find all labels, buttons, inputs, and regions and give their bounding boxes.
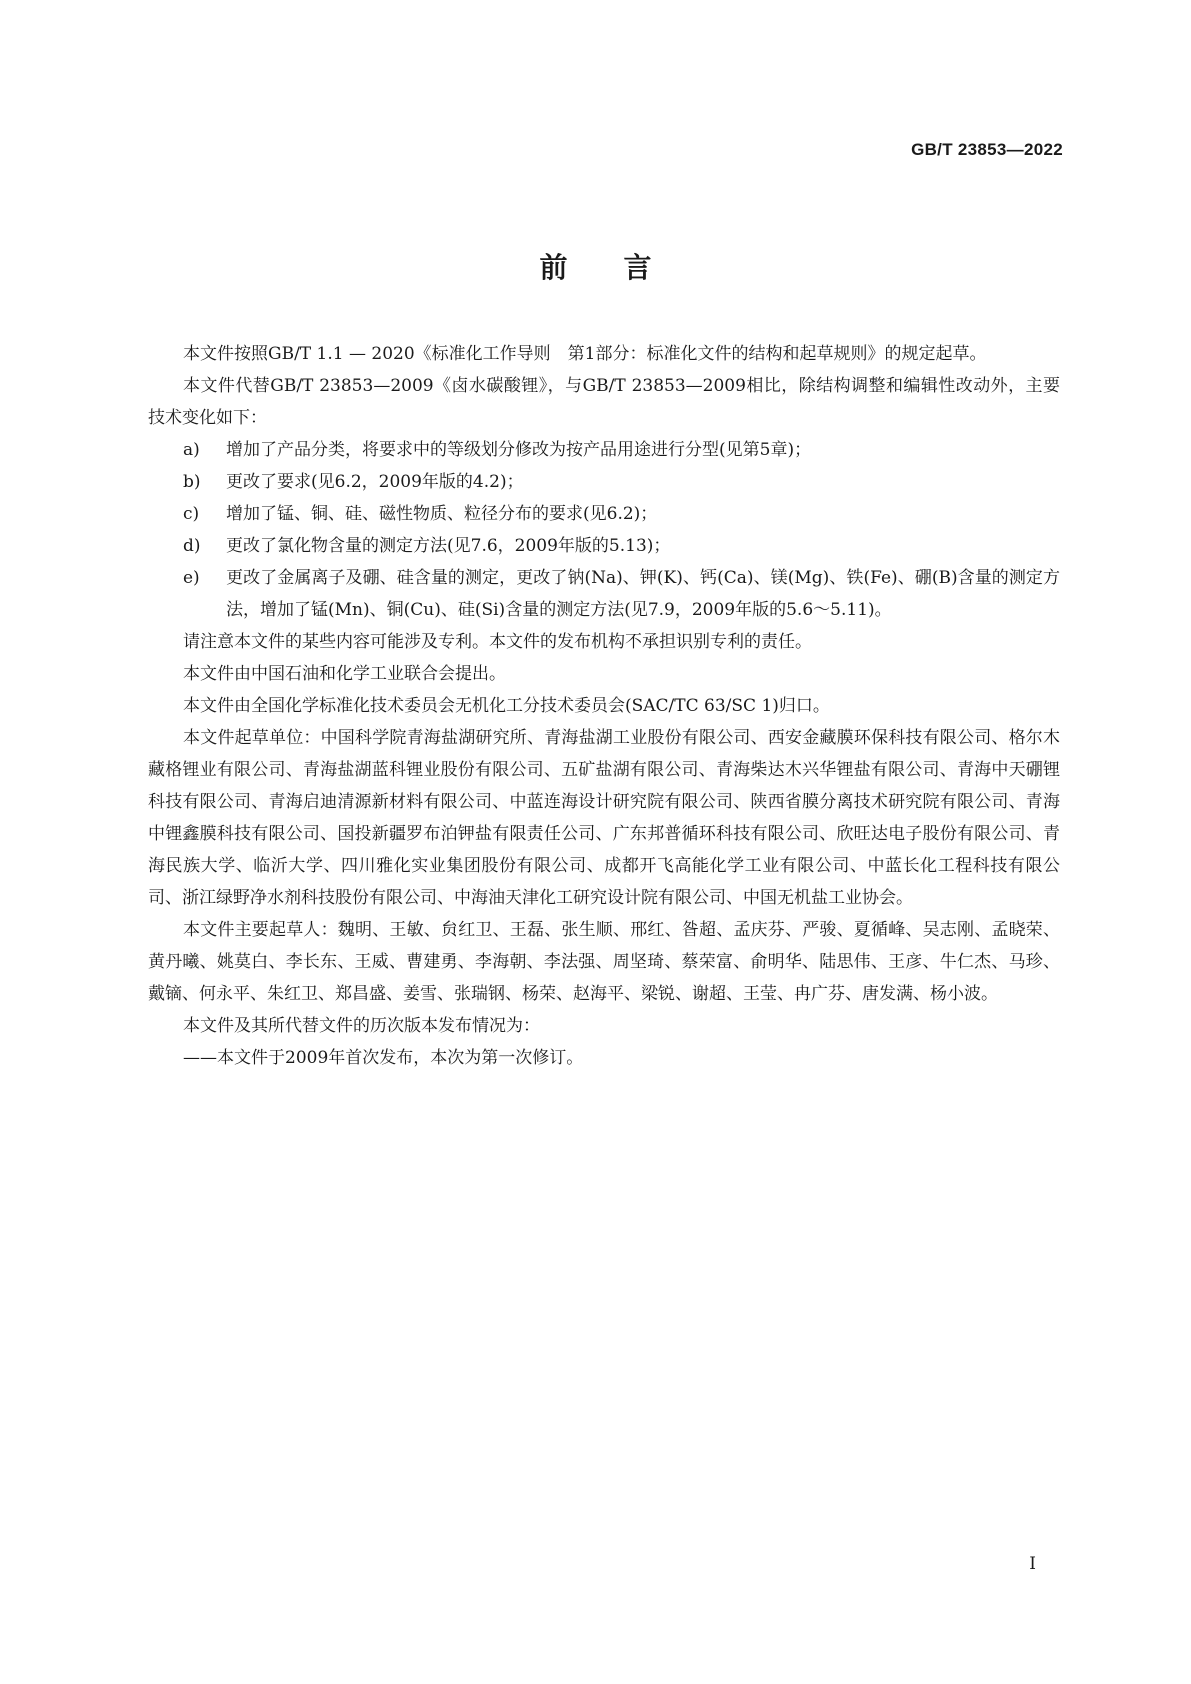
document-code: GB/T 23853—2022 (911, 140, 1063, 159)
change-item-c (148, 498, 1060, 530)
list-item-text: 更改了金属离子及硼、硅含量的测定，更改了钠(Na)、钾(K)、钙(Ca)、镁(Mg)、铁(Fe)、硼(B)含量的测定方法，增加了锰(Mn)、铜(Cu)、硅(Si)含量的测定方法(见7.9，2009年版的5.6～5.11)。 (226, 568, 1060, 620)
paragraph-patent-notice: 请注意本文件的某些内容可能涉及专利。本文件的发布机构不承担识别专利的责任。 (183, 632, 812, 652)
page-number: I (1029, 1554, 1036, 1574)
list-marker: b) (183, 472, 201, 492)
change-item-b (148, 466, 1060, 498)
paragraph-version-history: 本文件及其所代替文件的历次版本发布情况为： (183, 1016, 540, 1036)
paragraph-replaces: 本文件代替GB/T 23853—2009《卤水碳酸锂》，与GB/T 23853—2009相比，除结构调整和编辑性改动外，主要技术变化如下： (148, 376, 1060, 428)
list-item-text: 更改了氯化物含量的测定方法(见7.6，2009年版的5.13)； (226, 536, 671, 556)
change-item-a (148, 434, 1060, 466)
paragraph-technical-committee: 本文件由全国化学标准化技术委员会无机化工分技术委员会(SAC/TC 63/SC 1)归口。 (183, 696, 830, 716)
list-marker: a) (183, 440, 200, 460)
paragraph-drafting-rules: 本文件按照GB/T 1.1 — 2020《标准化工作导则 第1部分：标准化文件的结构和起草规则》的规定起草。 (183, 344, 987, 364)
list-marker: d) (183, 536, 201, 556)
change-item-e (148, 562, 1060, 626)
history-item: ——本文件于2009年首次发布，本次为第一次修订。 (183, 1048, 584, 1068)
paragraph-drafting-organizations: 本文件起草单位：中国科学院青海盐湖研究所、青海盐湖工业股份有限公司、西安金藏膜环保科技有限公司、格尔木藏格锂业有限公司、青海盐湖蓝科锂业股份有限公司、五矿盐湖有限公司、青海柴达木兴华锂盐有限公司、青海中天硼锂科技有限公司、青海启迪清源新材料有限公司、中蓝连海设计研究院有限公司、陕西省膜分离技术研究院有限公司、青海中锂鑫膜科技有限公司、国投新疆罗布泊钾盐有限责任公司、广东邦普循环科技有限公司、欣旺达电子股份有限公司、青海民族大学、临沂大学、四川雅化实业集团股份有限公司、成都开飞高能化学工业有限公司、中蓝长化工程科技有限公司、浙江绿野净水剂科技股份有限公司、中海油天津化工研究设计院有限公司、中国无机盐工业协会。 (148, 728, 1060, 908)
change-item-d (148, 530, 1060, 562)
list-item-text: 更改了要求(见6.2，2009年版的4.2)； (226, 472, 524, 492)
paragraph-proposed-by: 本文件由中国石油和化学工业联合会提出。 (183, 664, 506, 684)
paragraph-drafters: 本文件主要起草人：魏明、王敏、贠红卫、王磊、张生顺、邢红、昝超、孟庆芬、严骏、夏循峰、吴志刚、孟晓荣、黄丹曦、姚莫白、李长东、王威、曹建勇、李海朝、李法强、周坚琦、蔡荣富、俞明华、陆思伟、王彦、牛仁杰、马珍、戴镝、何永平、朱红卫、郑昌盛、姜雪、张瑞钢、杨荣、赵海平、梁锐、谢超、王莹、冉广芬、唐发满、杨小波。 (148, 920, 1060, 1004)
foreword-body (148, 338, 1060, 1074)
list-item-text: 增加了产品分类，将要求中的等级划分修改为按产品用途进行分型(见第5章)； (226, 440, 812, 460)
list-marker: e) (183, 568, 200, 588)
list-item-text: 增加了锰、铜、硅、磁性物质、粒径分布的要求(见6.2)； (226, 504, 658, 524)
page-title: 前言 (539, 251, 708, 284)
list-marker: c) (183, 504, 200, 524)
